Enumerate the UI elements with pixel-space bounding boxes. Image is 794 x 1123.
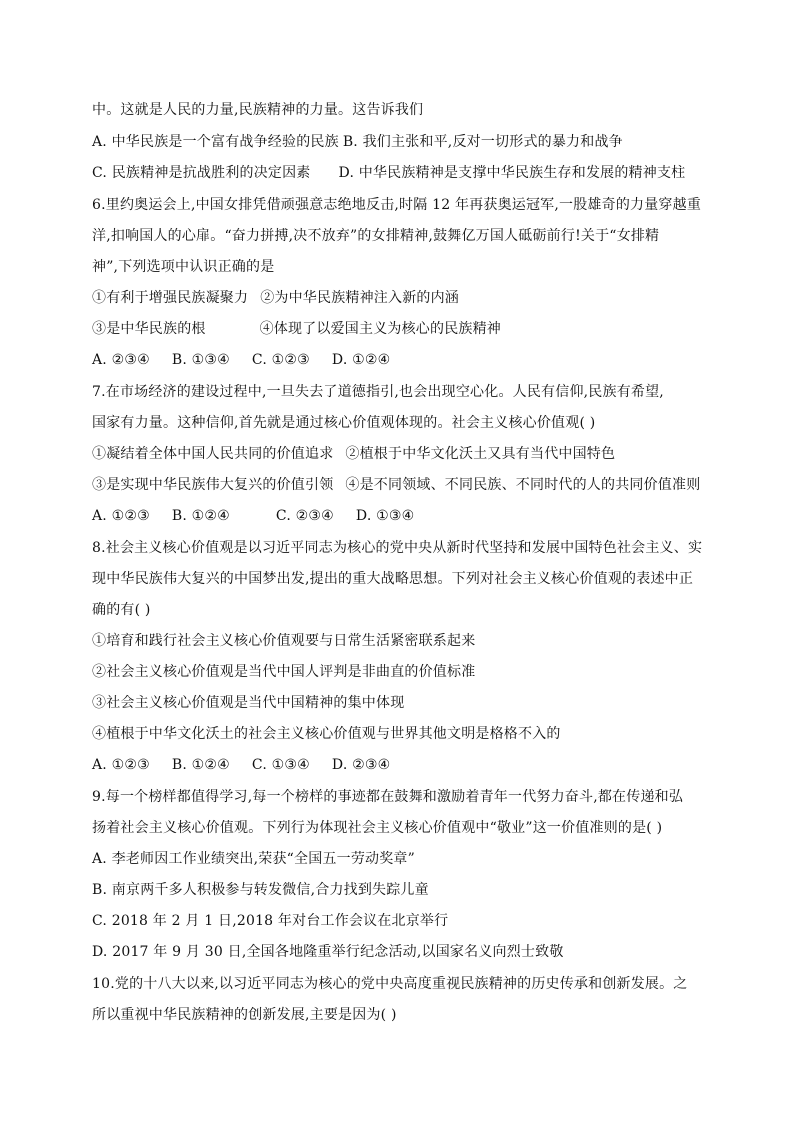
question-8: 8.社会主义核心价值观是以习近平同志为核心的党中央从新时代坚持和发展中国特色社会主义、实: [92, 540, 703, 556]
option-b: B. ①②④: [171, 508, 230, 524]
statement-2: ②社会主义核心价值观是当代中国人评判是非曲直的价值标准: [92, 664, 476, 680]
option-c: C. ①②③: [251, 352, 310, 368]
text-line: 中。这就是人民的力量,民族精神的力量。这告诉我们: [92, 102, 424, 118]
option-d: D. 2017 年 9 月 30 日,全国各地隆重举行纪念活动,以国家名义向烈士致敬: [92, 944, 564, 960]
question-6: 6.里约奥运会上,中国女排凭借顽强意志绝地反击,时隔 12 年再获奥运冠军,一股雄奇的力量穿越重: [92, 197, 702, 213]
statement-3: ③是实现中华民族伟大复兴的价值引领: [92, 477, 334, 493]
option-row: [92, 132, 623, 152]
statement-4: ④植根于中华文化沃土的社会主义核心价值观与世界其他文明是格格不入的: [92, 726, 561, 742]
option-a: A. ②③④: [92, 352, 150, 368]
answer-row: [92, 350, 390, 370]
option-d: D. ①③④: [355, 508, 415, 524]
statement-3: ③社会主义核心价值观是当代中国精神的集中体现: [92, 695, 405, 711]
statement-4: ④是不同领域、不同民族、不同时代的人的共同价值准则: [345, 477, 701, 493]
option-d: D. 中华民族精神是支撑中华民族生存和发展的精神支柱: [338, 165, 686, 181]
statement-row: [92, 319, 501, 339]
option-a: A. 中华民族是一个富有战争经验的民族: [92, 134, 339, 150]
statement-4: ④体现了以爱国主义为核心的民族精神: [259, 321, 502, 337]
statement-1: ①凝结着全体中国人民共同的价值追求: [92, 446, 334, 462]
text-line: 洋,扣响国人的心扉。“奋力拼搏,决不放弃”的女排精神,鼓舞亿万国人砥砺前行!关于“女排精: [92, 228, 660, 244]
statement-3: ③是中华民族的根: [92, 321, 206, 337]
option-a: A. ①②③: [92, 508, 150, 524]
option-a: A. ①②③: [92, 757, 150, 773]
option-b: B. 我们主张和平,反对一切形式的暴力和战争: [342, 134, 623, 150]
statement-2: ②为中华民族精神注入新的内涵: [260, 290, 460, 306]
text-line: 神”,下列选项中认识正确的是: [92, 259, 275, 275]
option-c: C. ②③④: [275, 508, 334, 524]
text-line: 确的有( ): [92, 602, 151, 618]
statement-1: ①培育和践行社会主义核心价值观要与日常生活紧密联系起来: [92, 633, 476, 649]
option-row: [92, 163, 685, 183]
question-9: 9.每一个榜样都值得学习,每一个榜样的事迹都在鼓舞和激励着青年一代努力奋斗,都在传递和弘: [92, 789, 684, 805]
answer-row: [92, 755, 390, 775]
statement-row: [92, 475, 700, 495]
option-d: D. ②③④: [331, 757, 391, 773]
option-a: A. 李老师因工作业绩突出,荣获“全国五一劳动奖章”: [92, 851, 415, 867]
statement-row: [92, 288, 459, 308]
answer-row: [92, 506, 414, 526]
option-d: D. ①②④: [331, 352, 391, 368]
text-line: 国家有力量。这种信仰,首先就是通过核心价值观体现的。社会主义核心价值观( ): [92, 415, 596, 431]
option-c: C. 民族精神是抗战胜利的决定因素: [92, 165, 311, 181]
question-10: 10.党的十八大以来,以习近平同志为核心的党中央高度重视民族精神的历史传承和创新发展。之: [92, 976, 688, 992]
option-c: C. ①③④: [251, 757, 310, 773]
text-line: 现中华民族伟大复兴的中国梦出发,提出的重大战略思想。下列对社会主义核心价值观的表述中正: [92, 571, 694, 587]
option-c: C. 2018 年 2 月 1 日,2018 年对台工作会议在北京举行: [92, 913, 449, 929]
statement-2: ②植根于中华文化沃土又具有当代中国特色: [345, 446, 616, 462]
option-b: B. ①③④: [171, 352, 230, 368]
statement-row: [92, 444, 615, 464]
question-7: 7.在市场经济的建设过程中,一旦失去了道德指引,也会出现空心化。人民有信仰,民族有希望,: [92, 384, 664, 400]
statement-1: ①有利于增强民族凝聚力: [92, 290, 249, 306]
text-line: 扬着社会主义核心价值观。下列行为体现社会主义核心价值观中“敬业”这一价值准则的是( ): [92, 820, 663, 836]
option-b: B. 南京两千多人积极参与转发微信,合力找到失踪儿童: [92, 882, 429, 898]
text-line: 所以重视中华民族精神的创新发展,主要是因为( ): [92, 1007, 397, 1023]
option-b: B. ①②④: [171, 757, 230, 773]
